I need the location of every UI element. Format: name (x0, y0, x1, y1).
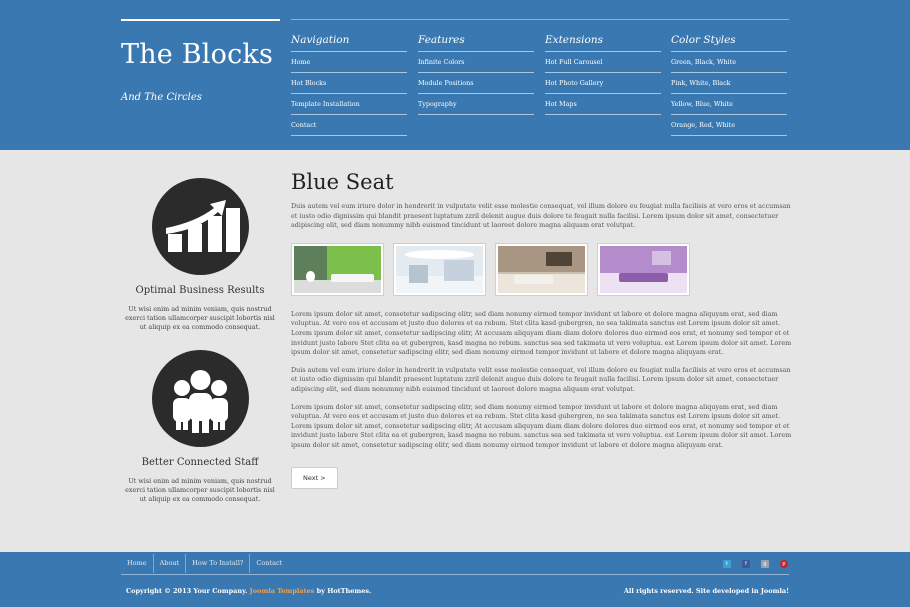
menu-heading: Color Styles (671, 34, 787, 52)
twitter-icon[interactable]: t (723, 560, 731, 568)
menu-heading: Features (418, 34, 534, 52)
footer-link-home[interactable]: Home (127, 559, 147, 567)
lilac-room-thumbnail (600, 246, 687, 293)
menu-column-color-styles (671, 34, 787, 136)
menu-item-home[interactable]: Home (291, 52, 407, 73)
social-links (723, 560, 788, 568)
article-paragraph: Lorem ipsum dolor sit amet, consetetur sadipscing elitr, sed diam nonumy eirmod tempor invidunt ut labore et dolore magna aliquyam erat, sed diam voluptua. At vero eos et accusam et justo duo dolores et ea rebum. Stet clita kasd gubergren, no sea takimata sanctus est Lorem ipsum dolor sit amet. Lorem ipsum dolor sit amet, consetetur sadipscing elitr, At accusam aliquyam diam diam dolore dolores duo eirmod eos erat, et nonumy sed tempor et et invidunt justo labore Stet clita ea et gubergren, kasd magna no rebum. sanctus sea sed takimata ut vero voluptua. est Lorem ipsum dolor sit amet. Lorem ipsum dolor sit amet, consetetur sadipscing elitr, sed diam nonumy eirmod tempor invidunt ut labore et dolore magna aliquyam erat. (291, 402, 792, 449)
bar-chart-icon (152, 178, 249, 275)
menu-item-infinite-colors[interactable]: Infinite Colors (418, 52, 534, 73)
page-title: Blue Seat (291, 170, 394, 194)
footer-divider (121, 574, 789, 575)
rights-text: All rights reserved. Site developed in Joomla! (623, 587, 789, 595)
menu-item-pink-white-black[interactable]: Pink, White, Black (671, 73, 787, 94)
menu-item-contact[interactable]: Contact (291, 115, 407, 136)
image-gallery (291, 243, 797, 296)
menu-item-hot-maps[interactable]: Hot Maps (545, 94, 661, 115)
site-tagline: And The Circles (121, 92, 202, 103)
next-page-button[interactable]: Next > (291, 467, 338, 489)
site-header (0, 0, 910, 150)
menu-item-module-positions[interactable]: Module Positions (418, 73, 534, 94)
facebook-icon[interactable]: f (742, 560, 750, 568)
copyright-text (126, 587, 371, 595)
gallery-thumbnail[interactable] (495, 243, 588, 296)
feature-title: Optimal Business Results (135, 285, 265, 296)
menu-item-template-installation[interactable]: Template Installation (291, 94, 407, 115)
footer-link-how-to-install[interactable]: How To Install? (185, 554, 249, 573)
menu-item-hot-photo-gallery[interactable]: Hot Photo Gallery (545, 73, 661, 94)
footer-nav (121, 554, 288, 573)
menu-column-navigation (291, 34, 407, 136)
copyright-prefix: Copyright © 2013 Your Company. (126, 587, 248, 595)
menu-item-hot-blocks[interactable]: Hot Blocks (291, 73, 407, 94)
menu-heading: Extensions (545, 34, 661, 52)
google-plus-icon[interactable]: g (761, 560, 769, 568)
gallery-thumbnail[interactable] (291, 243, 384, 296)
feature-description: Ut wisi enim ad minim veniam, quis nostrud exerci tation ullamcorper suscipit lobortis nisl ut aliquip ex ea commodo consequat. (125, 477, 275, 503)
gallery-thumbnail[interactable] (597, 243, 690, 296)
menu-column-features (418, 34, 534, 115)
menu-item-hot-full-carousel[interactable]: Hot Full Carousel (545, 52, 661, 73)
pinterest-icon[interactable]: p (780, 560, 788, 568)
footer-link-about[interactable]: About (153, 554, 186, 573)
site-title[interactable]: The Blocks (121, 39, 274, 70)
main-article (291, 170, 797, 489)
brand-block (121, 19, 280, 103)
feature-optimal-results (115, 178, 285, 332)
menu-heading: Navigation (291, 34, 407, 52)
menu-item-yellow-blue-white[interactable]: Yellow, Blue, White (671, 94, 787, 115)
joomla-templates-link[interactable]: Joomla Templates (249, 587, 315, 595)
menu-item-typography[interactable]: Typography (418, 94, 534, 115)
article-paragraph: Lorem ipsum dolor sit amet, consetetur sadipscing elitr, sed diam nonumy eirmod tempor invidunt ut labore et dolore magna aliquyam erat, sed diam voluptua. At vero eos et accusam et justo duo dolores et ea rebum. Stet clita kasd gubergren, no sea takimata sanctus est Lorem ipsum dolor sit amet. Lorem ipsum dolor sit amet, consetetur sadipscing elitr, At accusam aliquyam diam diam dolore dolores duo eirmod eos erat, et nonumy sed tempor et et invidunt justo labore Stet clita ea et gubergren, kasd magna no rebum. sanctus sea sed takimata ut vero voluptua. est Lorem ipsum dolor sit amet. Lorem ipsum dolor sit amet, consetetur sadipscing elitr, sed diam nonumy eirmod tempor invidunt ut labore et dolore magna aliquyam erat. (291, 309, 792, 357)
article-paragraph: Duis autem vel eum iriure dolor in hendrerit in vulputate velit esse molestie consequat, vel illum dolore eu feugiat nulla facilisis at vero eros et accumsan et iusto odio dignissim qui blandit praesent luptatum zzril delenit augue duis dolore te feugait nulla facilisi. Lorem ipsum dolor sit amet, consectetuer adipiscing elit, sed diam nonummy nibh euismod tincidunt ut laoreet dolore magna aliquam erat volutpat. (291, 365, 791, 393)
people-icon (152, 350, 249, 447)
gallery-thumbnail[interactable] (393, 243, 486, 296)
copyright-suffix: by HotThemes. (316, 587, 372, 595)
footer-link-contact[interactable]: Contact (249, 554, 288, 573)
feature-description: Ut wisi enim ad minim veniam, quis nostrud exerci tation ullamcorper suscipit lobortis nisl ut aliquip ex ea commodo consequat. (125, 305, 275, 331)
feature-connected-staff (115, 350, 285, 504)
menu-column-extensions (545, 34, 661, 115)
article-intro: Duis autem vel eum iriure dolor in hendrerit in vulputate velit esse molestie consequat, vel illum dolore eu feugiat nulla facilisis at vero eros et accumsan et iusto odio dignissim qui blandit praesent luptatum zzril delenit augue duis dolore te feugait nulla facilisi. Lorem ipsum dolor sit amet, consectetuer adipiscing elit, sed diam nonummy nibh euismod tincidunt ut laoreet dolore magna aliquam erat volutpat. (291, 202, 791, 230)
white-stair-thumbnail (396, 246, 483, 293)
menu-item-orange-red-white[interactable]: Orange, Red, White (671, 115, 787, 136)
mega-menu (291, 19, 789, 129)
menu-item-green-black-white[interactable]: Green, Black, White (671, 52, 787, 73)
feature-title: Better Connected Staff (141, 457, 259, 468)
lounge-thumbnail (498, 246, 585, 293)
green-room-thumbnail (294, 246, 381, 293)
